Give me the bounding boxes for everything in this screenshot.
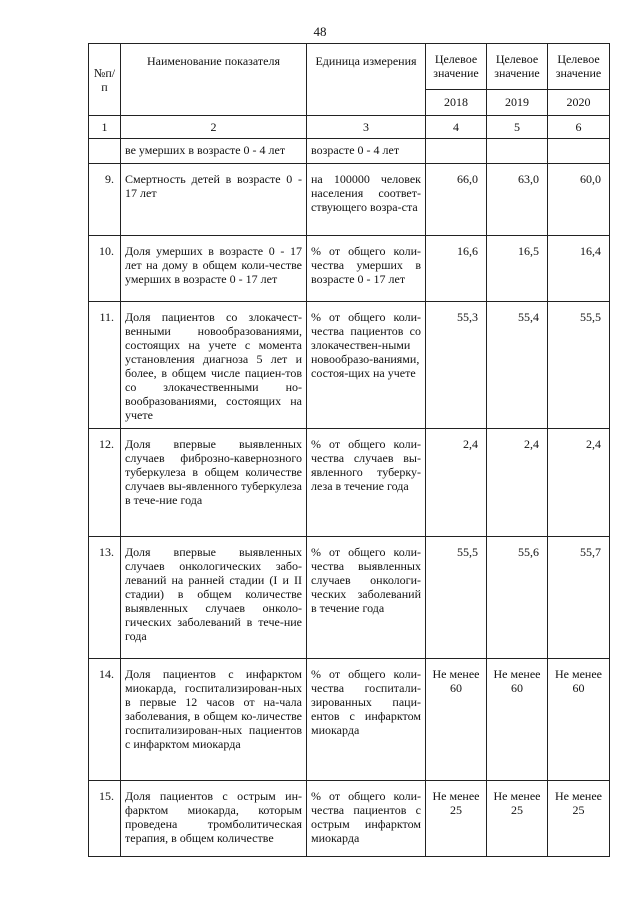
indicator-unit: % от общего коли-чества пациентов со злокачествен-ными новообразо-ваниями, состоя-щих на учете [307, 302, 426, 429]
table-row [89, 781, 610, 857]
indicator-unit: на 100000 человек населения соответ-ствующего возра-ста [307, 164, 426, 236]
value-2018: 16,6 [426, 236, 487, 302]
row-number: 14. [89, 659, 121, 781]
row-number: 11. [89, 302, 121, 429]
value-2020: 55,7 [548, 537, 610, 659]
value-2018: Не менее 25 [426, 781, 487, 857]
indicator-unit: % от общего коли-чества выявленных случаев онкологи-ческих заболеваний в течение года [307, 537, 426, 659]
column-number: 5 [487, 116, 548, 139]
indicator-unit: % от общего коли-чества госпитали-зированных паци-ентов с инфарктом миокарда [307, 659, 426, 781]
header-indicator-name: Наименование показателя [121, 44, 307, 116]
value-2018: Не менее 60 [426, 659, 487, 781]
value-2019: 2,4 [487, 429, 548, 537]
header-year-2018: 2018 [426, 89, 487, 115]
value-2020: 55,5 [548, 302, 610, 429]
table-row [89, 139, 610, 164]
column-number: 3 [307, 116, 426, 139]
column-number: 4 [426, 116, 487, 139]
value-2019 [487, 139, 548, 164]
value-2020: Не менее 25 [548, 781, 610, 857]
column-number: 2 [121, 116, 307, 139]
table-row [89, 537, 610, 659]
value-2020: 60,0 [548, 164, 610, 236]
indicator-name: ве умерших в возрасте 0 - 4 лет [121, 139, 307, 164]
header-unit: Единица измерения [307, 44, 426, 116]
table-row [89, 164, 610, 236]
indicator-name: Доля впервые выявленных случаев фиброзно-кавернозного туберкулеза в общем количестве случаев вы-явленного туберкулеза в тече-ние года [121, 429, 307, 537]
page-number: 48 [313, 24, 327, 39]
header-year-2019: 2019 [487, 89, 548, 115]
value-2020: 16,4 [548, 236, 610, 302]
row-number [89, 139, 121, 164]
value-2018: 55,3 [426, 302, 487, 429]
indicator-name: Доля впервые выявленных случаев онкологических забо-леваний на ранней стадии (I и II стадии) в общем количестве выявленных случаев онколо-гических заболеваний в тече-ние года [121, 537, 307, 659]
value-2018 [426, 139, 487, 164]
row-number: 13. [89, 537, 121, 659]
table-row [89, 659, 610, 781]
table-row [89, 236, 610, 302]
value-2018: 55,5 [426, 537, 487, 659]
value-2019: 55,4 [487, 302, 548, 429]
value-2018: 2,4 [426, 429, 487, 537]
indicator-name: Доля пациентов со злокачест-венными новообразованиями, состоящих на учете с момента установления диагноза 5 лет и более, в общем числе пациен-тов со злокачественными но-вообразованиями, состоящих на учете [121, 302, 307, 429]
header-index: №п/ п [89, 44, 121, 116]
column-numbers-row [89, 116, 610, 139]
indicator-name: Доля умерших в возрасте 0 - 17 лет на дому в общем коли-честве умерших в возрасте 0 - 17 лет [121, 236, 307, 302]
header-year-2020: 2020 [548, 89, 610, 115]
header-target-2020: Целевое значение [548, 44, 610, 90]
table-row [89, 429, 610, 537]
value-2019: Не менее 25 [487, 781, 548, 857]
row-number: 15. [89, 781, 121, 857]
header-target-2019: Целевое значение [487, 44, 548, 90]
value-2020: Не менее 60 [548, 659, 610, 781]
header-target-2018: Целевое значение [426, 44, 487, 90]
row-number: 10. [89, 236, 121, 302]
indicator-name: Доля пациентов с инфарктом миокарда, госпитализирован-ных в первые 12 часов от на-чала заболевания, в общем ко-личестве госпитализирован-ных пациентов с инфарктом миокарда [121, 659, 307, 781]
value-2019: 55,6 [487, 537, 548, 659]
value-2020: 2,4 [548, 429, 610, 537]
row-number: 12. [89, 429, 121, 537]
indicator-unit: % от общего коли-чества пациентов с острым инфарктом миокарда [307, 781, 426, 857]
value-2019: 16,5 [487, 236, 548, 302]
indicator-name: Смертность детей в возрасте 0 - 17 лет [121, 164, 307, 236]
value-2019: 63,0 [487, 164, 548, 236]
table-row [89, 302, 610, 429]
column-number: 1 [89, 116, 121, 139]
indicator-unit: % от общего коли-чества умерших в возрасте 0 - 17 лет [307, 236, 426, 302]
value-2018: 66,0 [426, 164, 487, 236]
value-2019: Не менее 60 [487, 659, 548, 781]
value-2020 [548, 139, 610, 164]
column-number: 6 [548, 116, 610, 139]
indicator-unit: возрасте 0 - 4 лет [307, 139, 426, 164]
indicator-unit: % от общего коли-чества случаев вы-явленного туберку-леза в течение года [307, 429, 426, 537]
row-number: 9. [89, 164, 121, 236]
indicators-table [88, 43, 610, 857]
indicator-name: Доля пациентов с острым ин-фарктом миокарда, которым проведена тромболитическая терапия, в общем количестве [121, 781, 307, 857]
